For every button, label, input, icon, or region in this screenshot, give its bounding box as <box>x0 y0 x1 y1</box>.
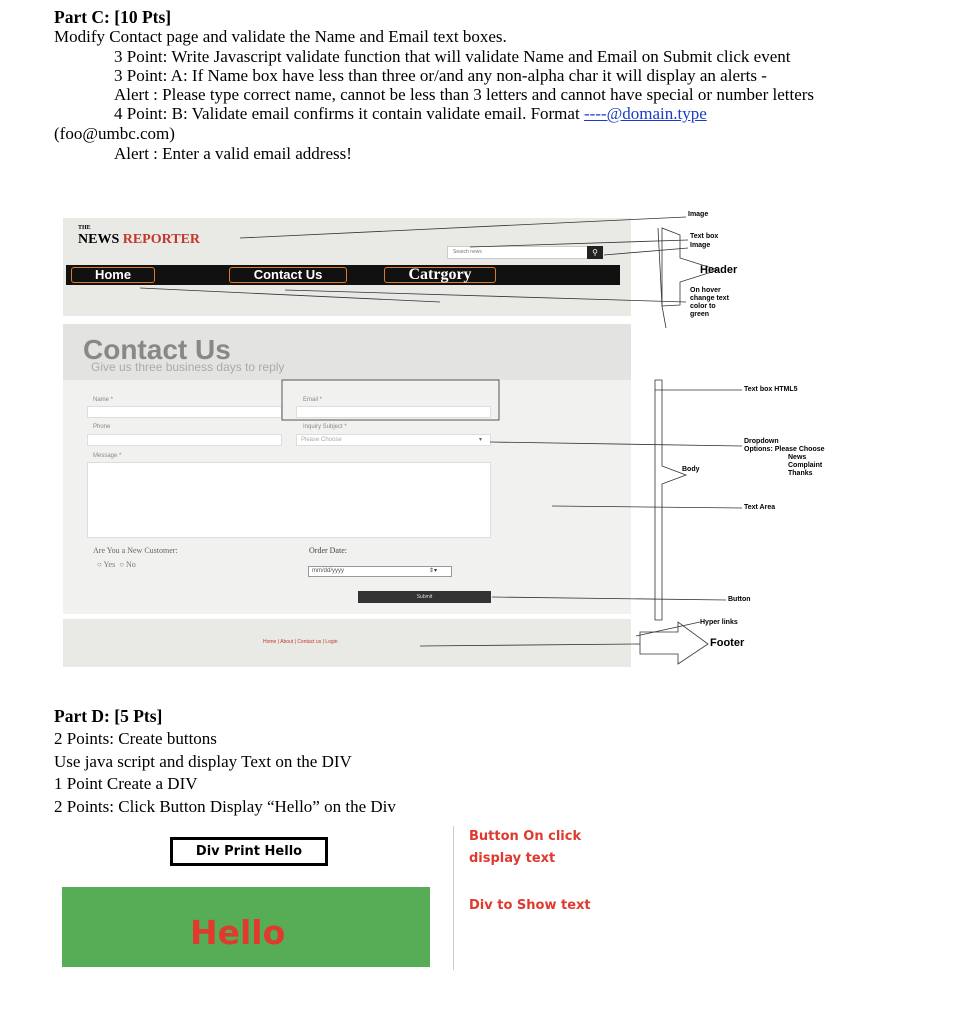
part-c-alert1: Alert : Please type correct name, cannot be less than 3 letters and cannot have special or number letters <box>114 85 815 104</box>
part-c-alert2: Alert : Enter a valid email address! <box>114 144 352 163</box>
inquiry-label: Inquiry Subject * <box>303 424 347 430</box>
phone-label: Phone <box>93 424 111 430</box>
name-label: Name * <box>93 397 114 403</box>
ann-footer: Footer <box>710 637 745 649</box>
note-button-line1: Button On click <box>469 829 582 844</box>
part-c-example: (foo@umbc.com) <box>54 124 175 143</box>
ann-dropdown-1: Dropdown <box>744 438 779 445</box>
footer-links: Home | About | Contact us | Login <box>263 639 338 645</box>
part-d-line3: 1 Point Create a DIV <box>54 774 198 793</box>
ann-dropdown-2: Options: Please Choose <box>744 446 825 453</box>
ann-textbox: Text box <box>690 233 719 240</box>
part-c-heading: Part C: [10 Pts] <box>54 7 172 27</box>
format-link[interactable]: ----@domain.type <box>583 104 707 123</box>
ann-hover <box>690 287 729 319</box>
footer-link-contact[interactable]: Contact us <box>297 639 322 645</box>
ann-button: Button <box>728 596 751 603</box>
radio-yes-label: Yes <box>103 560 116 569</box>
part-d-heading: Part D: [5 Pts] <box>54 706 163 726</box>
ann-hover-4: green <box>690 311 710 318</box>
order-label: Order Date: <box>309 546 347 555</box>
inquiry-value: Please Choose <box>301 437 342 443</box>
logo-the: THE <box>78 225 91 231</box>
customer-label: Are You a New Customer: <box>93 546 178 555</box>
note-button-line2: display text <box>469 851 556 866</box>
nav-contact[interactable]: Contact Us <box>229 267 347 283</box>
part-d-line4: 2 Points: Click Button Display “Hello” on the Div <box>54 797 396 816</box>
date-spinner-icon[interactable]: ⇕▾ <box>429 568 438 574</box>
logo-news: NEWS <box>78 232 120 247</box>
chevron-down-icon: ▾ <box>479 437 483 443</box>
date-placeholder: mm/dd/yyyy <box>312 568 345 574</box>
print-hello-button[interactable]: Div Print Hello <box>170 837 328 866</box>
hello-text: Hello <box>190 913 286 952</box>
radio-no-label: No <box>126 560 136 569</box>
nav-home[interactable]: Home <box>71 267 155 283</box>
divider <box>453 826 454 970</box>
ann-body: Body <box>682 466 700 473</box>
email-label: Email * <box>303 397 323 403</box>
part-c-intro: Modify Contact page and validate the Name and Email text boxes. <box>54 27 507 46</box>
footer-link-home[interactable]: Home <box>263 639 277 645</box>
ann-hover-3: color to <box>690 303 716 310</box>
search-placeholder: Search news <box>453 249 482 255</box>
ann-textarea: Text Area <box>744 504 776 511</box>
note-div-show: Div to Show text <box>469 898 591 913</box>
radio-yes-icon[interactable]: ○ <box>97 560 102 569</box>
part-d-line2: Use java script and display Text on the DIV <box>54 752 352 771</box>
contact-title: Contact Us <box>83 334 231 365</box>
point3-text: 4 Point: B: Validate email confirms it contain validate email. Format <box>114 104 584 123</box>
submit-button[interactable]: Submit <box>358 591 491 603</box>
ann-image2: Image <box>690 242 711 249</box>
note-button-onclick <box>469 826 581 870</box>
ann-header: Header <box>700 264 738 276</box>
part-c-point1: 3 Point: Write Javascript validate function that will validate Name and Email on Submit click event <box>114 47 791 66</box>
nav-category[interactable]: Catrgory <box>384 267 496 283</box>
footer-link-login[interactable]: Login <box>325 639 338 645</box>
logo-reporter: REPORTER <box>122 232 201 247</box>
ann-dropdown-5: Thanks <box>788 470 813 477</box>
ann-hyperlinks: Hyper links <box>700 619 738 626</box>
ann-hover-1: On hover <box>690 287 721 294</box>
message-label: Message * <box>93 453 122 459</box>
contact-subtitle: Give us three business days to reply <box>91 360 285 374</box>
ann-image1: Image <box>688 211 709 218</box>
ann-dropdown-4: Complaint <box>788 462 823 469</box>
footer-link-about[interactable]: About <box>280 639 294 645</box>
ann-dropdown <box>744 438 825 478</box>
search-icon[interactable]: ⚲ <box>587 246 603 259</box>
ann-dropdown-3: News <box>788 454 807 461</box>
hello-div <box>62 887 430 967</box>
ann-textbox-html5: Text box HTML5 <box>744 386 798 393</box>
ann-hover-2: change text <box>690 295 729 302</box>
part-d-line1: 2 Points: Create buttons <box>54 729 217 748</box>
radio-no-icon[interactable]: ○ <box>119 560 125 569</box>
part-c-point2: 3 Point: A: If Name box have less than three or/and any non-alpha char it will display an alerts - <box>114 66 767 85</box>
